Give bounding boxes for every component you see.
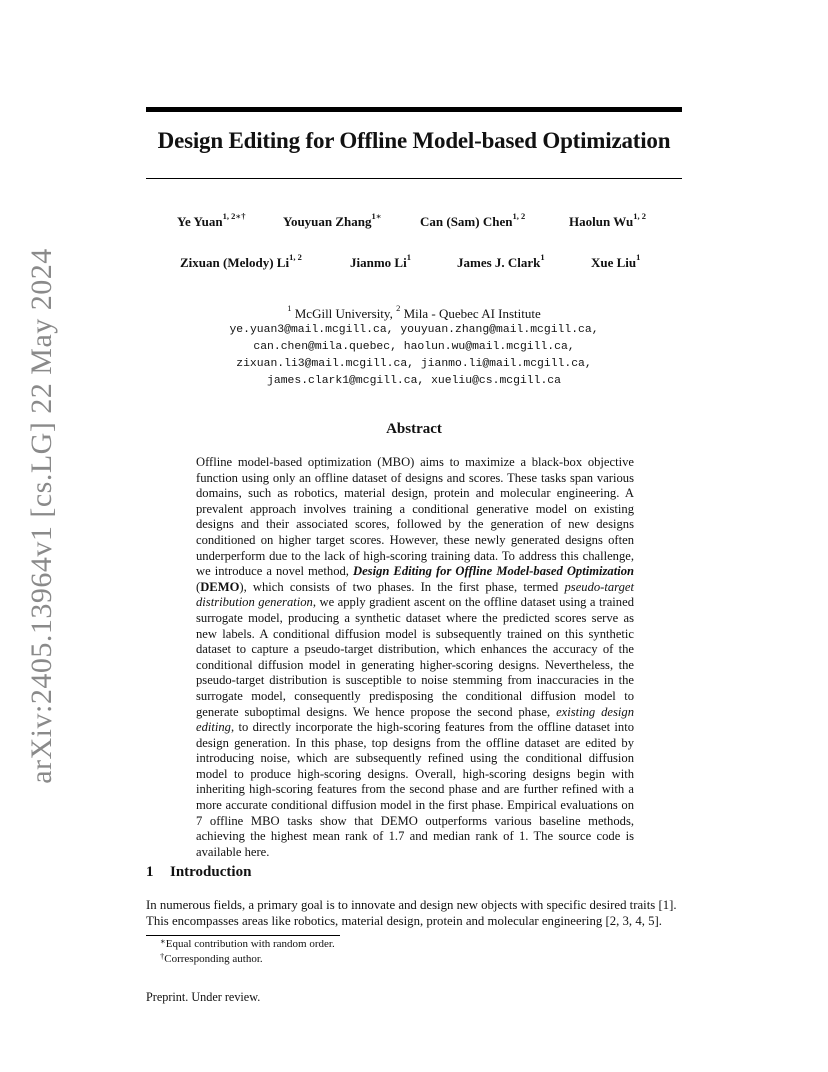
abstract-text: Offline model-based optimization (MBO) aims to maximize a black-box objective function using only an offline dataset of designs and scores. These tasks span various domains, such as robotics, material design, protein and molecular engineering. A prevalent approach involves training a conditional generative model on existing designs and their associated scores, followed by the generation of new designs conditioned on higher target scores. However, these newly generated designs often underperform due to the lack of high-scoring training data. To address this challenge, we introduce a novel method, <box>196 455 634 579</box>
affil-institution-2: Mila - Quebec AI Institute <box>400 306 541 321</box>
author-affil-mark: 1, 2 <box>289 252 302 262</box>
author <box>177 211 246 230</box>
author-affil-mark: 1 <box>406 252 411 262</box>
abstract-heading: Abstract <box>386 421 442 437</box>
footnote-rule <box>146 935 340 936</box>
author-affil-mark: 1, 2 <box>512 211 526 221</box>
intro-paragraph: In numerous fields, a primary goal is to innovate and design new objects with specific desired traits [1]. This encompasses areas like robotics, material design, protein and molecular engineering [2, 3, 4, 5]. <box>146 898 677 928</box>
arxiv-stamp-text: arXiv:2405.13964v1 [cs.LG] 22 May 2024 <box>25 248 58 784</box>
abstract-text: , to directly incorporate the high-scoring features from the offline dataset into design generation. In this phase, top designs from the offline dataset are edited by introducing noise, which are subsequently refined using the conditional diffusion model to produce high-scoring designs. Overall, high-scoring designs begin with inheriting high-scoring features from the second phase and are further refined with a more accurate conditional diffusion model in the first phase. Empirical evaluations on 7 offline MBO tasks show that DEMO outperforms various baseline methods, achieving the highest mean rank of 1.7 and median rank of 1. The source code is available here. <box>196 720 634 859</box>
phase1-name: pseudo-target distribution generation <box>196 579 634 610</box>
footnote <box>160 937 335 952</box>
author <box>180 252 302 271</box>
author-name: Ye Yuan <box>177 214 223 229</box>
email-line[interactable]: james.clark1@mcgill.ca, xueliu@cs.mcgill.ca <box>267 375 561 387</box>
section-title: Introduction <box>170 864 252 880</box>
author <box>350 252 411 271</box>
affil-mark-2: 2 <box>396 303 401 313</box>
author <box>591 252 641 271</box>
author-affil-mark: 1 <box>636 252 641 262</box>
abstract-body <box>196 455 634 860</box>
author-name: Can (Sam) Chen <box>420 214 513 229</box>
footnote <box>160 952 335 967</box>
section-number: 1 <box>146 864 154 880</box>
author-name: Zixuan (Melody) Li <box>180 255 290 270</box>
abstract-text: , we apply gradient ascent on the offline dataset using a trained surrogate model, producing a synthetic dataset where the predicted scores serve as new labels. A conditional diffusion model is subsequently trained on this synthetic dataset to capture a pseudo-target distribution, which enhances the accuracy of the conditional diffusion model in generating higher-scoring designs. Nevertheless, the pseudo-target distribution is susceptible to noise stemming from inaccuracies in the surrogate model, consequently predisposing the conditional diffusion model to generate suboptimal designs. We hence propose the second phase, <box>196 595 634 719</box>
title-bottom-rule <box>146 178 682 179</box>
author-affil-mark: 1, 2∗† <box>222 211 246 221</box>
author-name: Youyuan Zhang <box>283 214 372 229</box>
paper-title: Design Editing for Offline Model-based Optimization <box>157 128 671 153</box>
author-name: Haolun Wu <box>569 214 634 229</box>
affil-mark-1: 1 <box>287 303 292 313</box>
affiliations <box>146 303 682 322</box>
author-emails <box>146 322 682 390</box>
email-line[interactable]: zixuan.li3@mail.mcgill.ca, jianmo.li@mail.mcgill.ca, <box>236 358 592 370</box>
footnote-text: Equal contribution with random order. <box>165 938 335 950</box>
phase2-name: existing design editing <box>196 704 634 735</box>
author-affil-mark: 1∗ <box>371 211 382 221</box>
author <box>569 211 646 230</box>
section-heading <box>146 864 251 881</box>
author <box>420 211 526 230</box>
author <box>283 211 382 230</box>
preprint-note: Preprint. Under review. <box>146 990 261 1004</box>
author-name: James J. Clark <box>457 255 541 270</box>
author <box>457 252 545 271</box>
author-affil-mark: 1, 2 <box>633 211 646 221</box>
footnote-mark: † <box>160 951 165 961</box>
footnotes <box>160 937 335 967</box>
abstract-text: ), which consists of two phases. In the first phase, termed <box>239 579 565 594</box>
affil-institution-1: McGill University, <box>291 306 397 321</box>
author-name: Jianmo Li <box>350 255 407 270</box>
method-name: Design Editing for Offline Model-based Optimization <box>353 564 635 579</box>
email-line[interactable]: ye.yuan3@mail.mcgill.ca, youyuan.zhang@mail.mcgill.ca, <box>229 324 599 336</box>
email-line[interactable]: can.chen@mila.quebec, haolun.wu@mail.mcgill.ca, <box>253 341 575 353</box>
author-name: Xue Liu <box>591 255 637 270</box>
abstract-text: ( <box>196 579 201 594</box>
footnote-text: Corresponding author. <box>164 953 263 965</box>
footnote-mark: ∗ <box>160 936 166 946</box>
author-affil-mark: 1 <box>540 252 545 262</box>
method-acronym: DEMO <box>200 579 240 594</box>
title-top-rule <box>146 107 682 112</box>
